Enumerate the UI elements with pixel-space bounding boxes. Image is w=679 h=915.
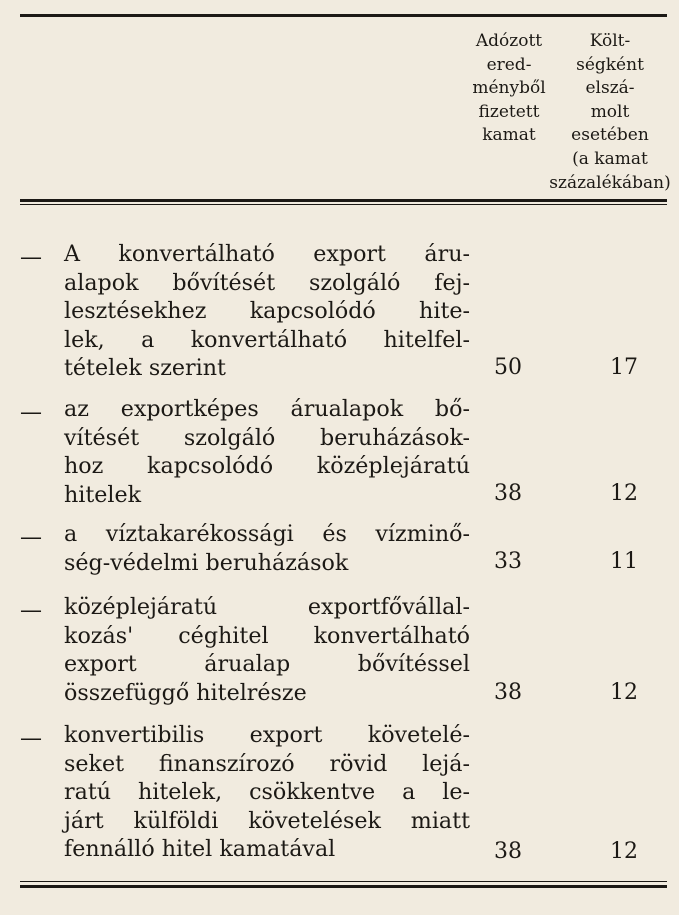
bottom-rule bbox=[20, 885, 667, 888]
row-dash: — bbox=[20, 400, 42, 425]
row-line: lek, a konvertálható hitelfel- bbox=[64, 326, 470, 353]
row-line: járt külföldi követelések miatt bbox=[64, 807, 470, 834]
table-row-3-text bbox=[64, 520, 470, 577]
table-row-3-value1: 33 bbox=[494, 549, 522, 574]
row-line: tételek szerint bbox=[64, 355, 226, 382]
row-line: a víztakarékossági és vízminő- bbox=[64, 521, 470, 547]
row-line: lesztésekhez kapcsolódó hite- bbox=[64, 298, 470, 325]
row-line: hoz kapcsolódó középlejáratú bbox=[64, 453, 470, 480]
row-line: összefüggő hitelrésze bbox=[64, 679, 307, 706]
table-row-5-value2: 12 bbox=[610, 839, 638, 864]
row-line: az exportképes árualapok bő- bbox=[64, 396, 470, 422]
row-line: kozás' céghitel konvertálható bbox=[64, 622, 470, 649]
row-line: A konvertálható export áru- bbox=[64, 241, 470, 267]
table-row-2-value2: 12 bbox=[610, 481, 638, 506]
table-row-2-text bbox=[64, 395, 470, 509]
column-header-as-cost: Költ- ségként elszá- molt esetében (a kamat százalékában) bbox=[549, 31, 671, 193]
column-header-after-tax: Adózott ered- ményből fizetett kamat bbox=[472, 31, 546, 146]
row-line: fennálló hitel kamatával bbox=[64, 836, 336, 863]
table-row-1-text bbox=[64, 240, 470, 383]
table-row-4-value2: 12 bbox=[610, 680, 638, 705]
top-rule bbox=[20, 14, 667, 17]
table-row-5-text bbox=[64, 721, 470, 864]
row-line: export árualap bővítéssel bbox=[64, 651, 470, 678]
header-rule-thin bbox=[20, 204, 667, 205]
row-dash: — bbox=[20, 245, 42, 270]
row-line: alapok bővítését szolgáló fej- bbox=[64, 269, 470, 296]
row-dash: — bbox=[20, 525, 42, 550]
table-row-4-value1: 38 bbox=[494, 680, 522, 705]
row-dash: — bbox=[20, 598, 42, 623]
row-line: ség-védelmi beruházások bbox=[64, 549, 349, 576]
row-line: vítését szolgáló beruházások- bbox=[64, 424, 470, 451]
bottom-rule-thin bbox=[20, 881, 667, 882]
table-row-5-value1: 38 bbox=[494, 839, 522, 864]
table-row-3-value2: 11 bbox=[610, 549, 638, 574]
table-row-2-value1: 38 bbox=[494, 481, 522, 506]
header-rule bbox=[20, 199, 667, 202]
table-row-4-text bbox=[64, 593, 470, 707]
row-line: ratú hitelek, csökkentve a le- bbox=[64, 779, 470, 806]
row-dash: — bbox=[20, 726, 42, 751]
table-row-1-value2: 17 bbox=[610, 355, 638, 380]
row-line: seket finanszírozó rövid lejá- bbox=[64, 750, 470, 777]
row-line: konvertibilis export követelé- bbox=[64, 722, 470, 748]
row-line: középlejáratú exportfővállal- bbox=[64, 594, 470, 620]
row-line: hitelek bbox=[64, 481, 142, 508]
table-row-1-value1: 50 bbox=[494, 355, 522, 380]
